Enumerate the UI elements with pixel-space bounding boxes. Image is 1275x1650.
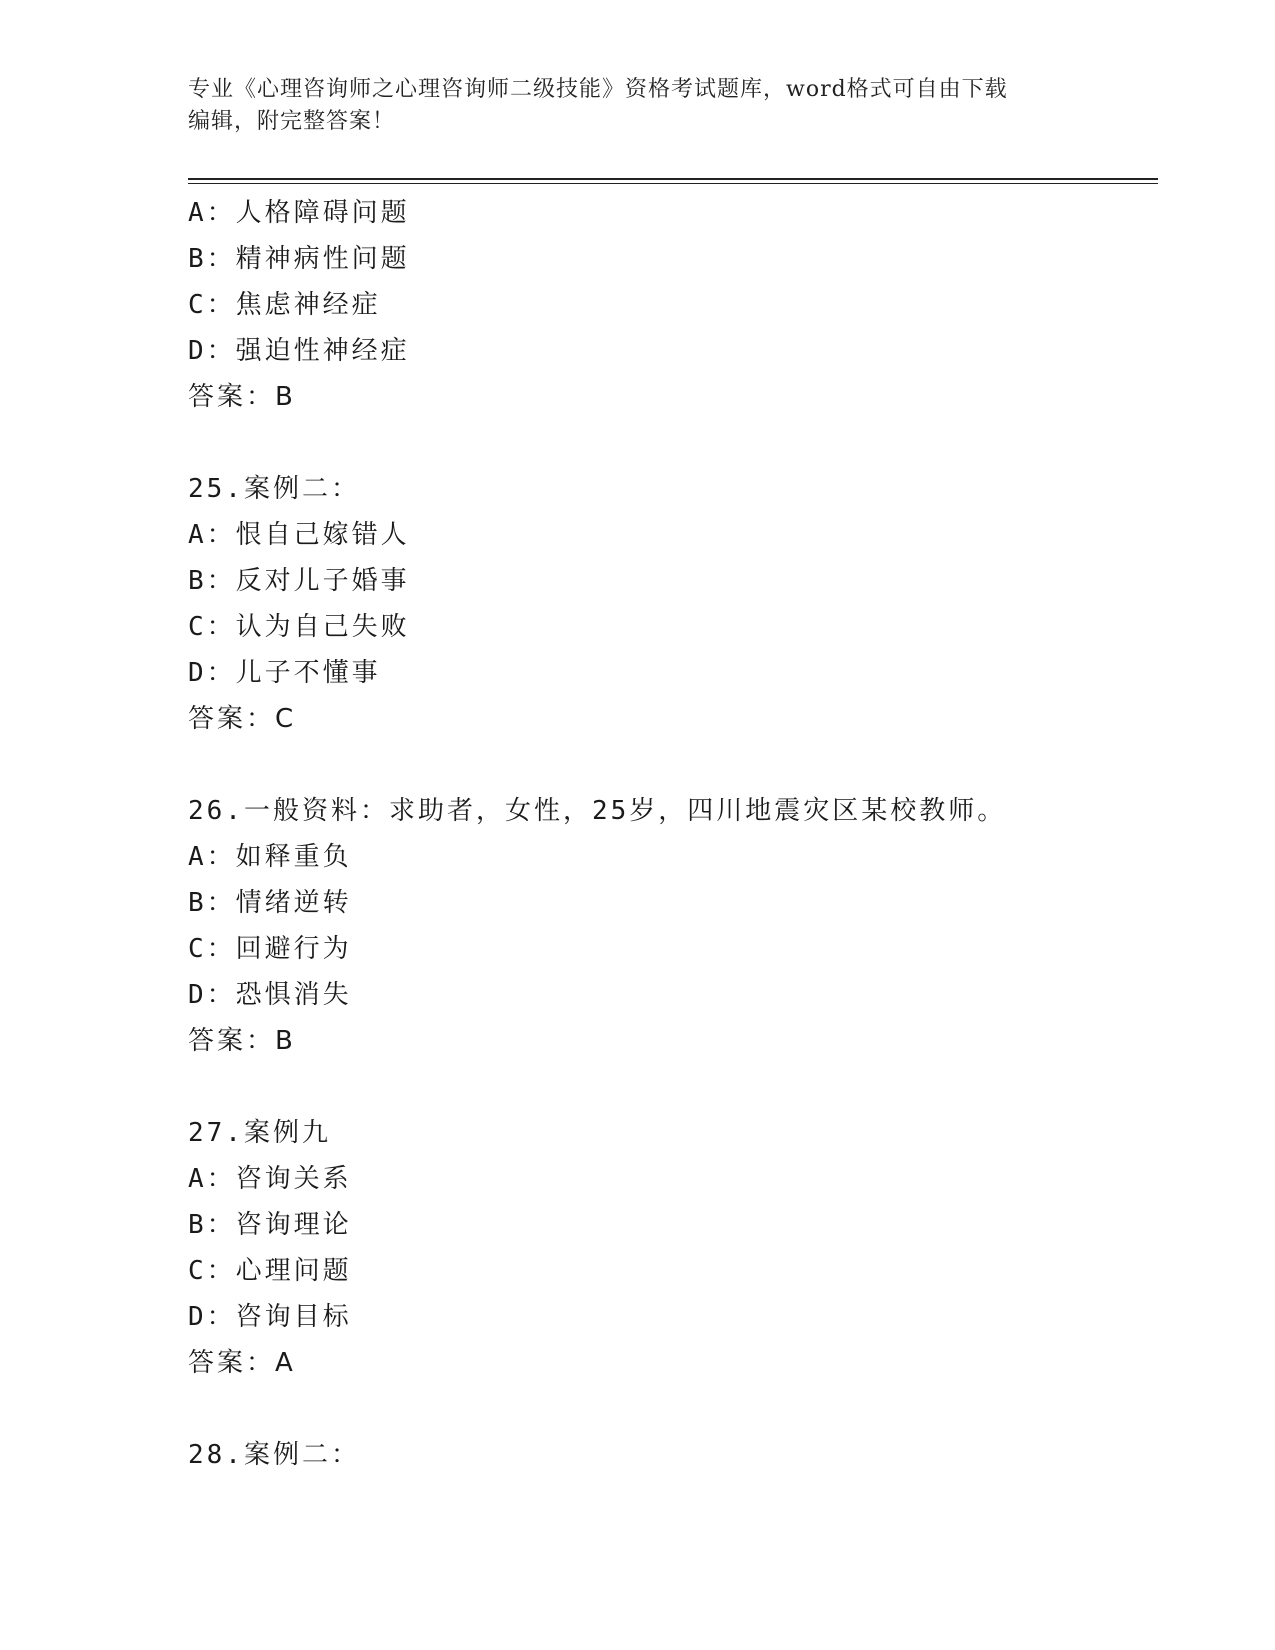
option-c: C：回避行为 xyxy=(188,934,352,964)
option-d: D：强迫性神经症 xyxy=(188,336,410,366)
answer-line: 答案：B xyxy=(188,1026,296,1056)
answer-line: 答案：B xyxy=(188,382,296,412)
question-block xyxy=(188,1110,1158,1386)
option-b: B：咨询理论 xyxy=(188,1210,352,1240)
option-a: A：咨询关系 xyxy=(188,1164,352,1194)
option-d: D：恐惧消失 xyxy=(188,980,352,1010)
question-title: 27.案例九 xyxy=(188,1118,331,1148)
header-divider xyxy=(188,178,1158,184)
header-line-1: 专业《心理咨询师之心理咨询师二级技能》资格考试题库，word格式可自由下载 xyxy=(188,77,1008,102)
question-list xyxy=(188,190,1158,1478)
question-title: 25.案例二： xyxy=(188,474,360,504)
option-c: C：焦虑神经症 xyxy=(188,290,381,320)
answer-line: 答案：C xyxy=(188,704,297,734)
question-block xyxy=(188,1432,1158,1478)
answer-line: 答案：A xyxy=(188,1348,296,1378)
option-c: C：认为自己失败 xyxy=(188,612,410,642)
question-title: 26.一般资料：求助者，女性，25岁，四川地震灾区某校教师。 xyxy=(188,796,1007,826)
question-block xyxy=(188,190,1158,420)
option-b: B：反对儿子婚事 xyxy=(188,566,410,596)
option-b: B：精神病性问题 xyxy=(188,244,410,274)
option-a: A：恨自己嫁错人 xyxy=(188,520,410,550)
option-b: B：情绪逆转 xyxy=(188,888,352,918)
option-c: C：心理问题 xyxy=(188,1256,352,1286)
question-block xyxy=(188,788,1158,1064)
option-d: D：儿子不懂事 xyxy=(188,658,381,688)
header-line-2: 编辑，附完整答案！ xyxy=(188,109,396,134)
option-d: D：咨询目标 xyxy=(188,1302,352,1332)
question-block xyxy=(188,466,1158,742)
question-title: 28.案例二： xyxy=(188,1440,360,1470)
option-a: A：人格障碍问题 xyxy=(188,198,410,228)
document-header xyxy=(188,74,1088,138)
option-a: A：如释重负 xyxy=(188,842,352,872)
